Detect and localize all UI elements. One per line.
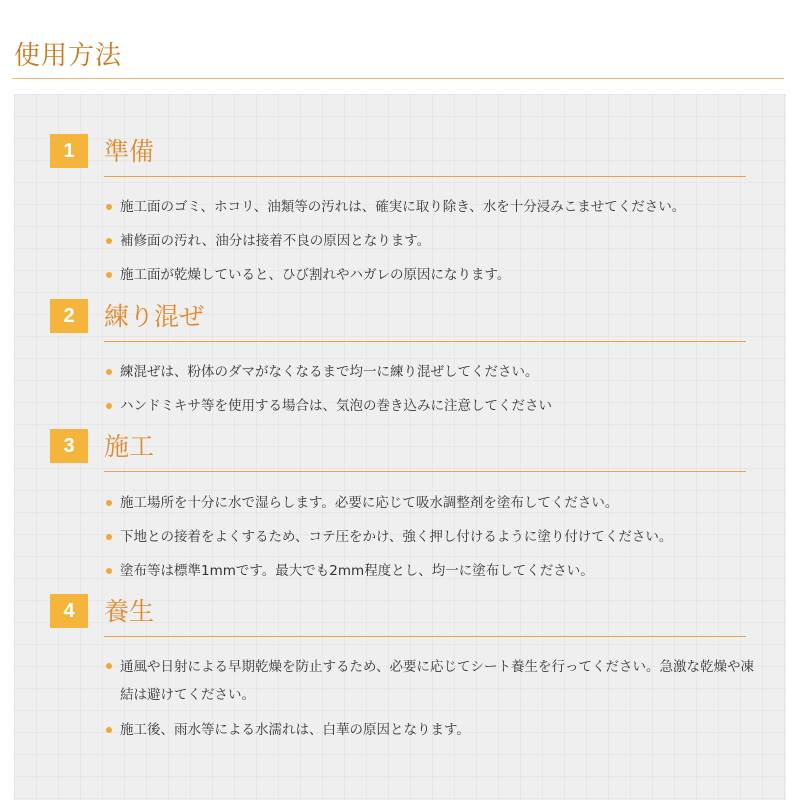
section-title: 練り混ぜ bbox=[104, 302, 205, 331]
step-number-badge: 2 bbox=[50, 299, 88, 333]
section-divider bbox=[104, 341, 746, 342]
list-item: 補修面の汚れ、油分は接着不良の原因となります。 bbox=[106, 228, 756, 254]
section-title: 養生 bbox=[104, 597, 155, 626]
bullet-icon bbox=[106, 727, 112, 733]
section-header bbox=[50, 134, 750, 178]
list-item: 施工面のゴミ、ホコリ、油類等の汚れは、確実に取り除き、水を十分浸みこませてください。 bbox=[106, 194, 756, 220]
step-number-badge: 4 bbox=[50, 594, 88, 628]
bullet-icon bbox=[106, 403, 112, 409]
list-item: 施工場所を十分に水で湿らします。必要に応じて吸水調整剤を塗布してください。 bbox=[106, 490, 756, 516]
section-divider bbox=[104, 471, 746, 472]
section-divider bbox=[104, 176, 746, 177]
list-item: 練混ぜは、粉体のダマがなくなるまで均一に練り混ぜしてください。 bbox=[106, 359, 756, 385]
section-3-list bbox=[106, 490, 756, 584]
bullet-icon bbox=[106, 369, 112, 375]
list-item: 下地との接着をよくするため、コテ圧をかけ、強く押し付けるように塗り付けてください。 bbox=[106, 524, 756, 550]
bullet-icon bbox=[106, 272, 112, 278]
bullet-icon bbox=[106, 663, 112, 669]
section-header bbox=[50, 299, 750, 343]
section-title: 準備 bbox=[104, 137, 155, 166]
section-preparation bbox=[50, 134, 750, 178]
bullet-icon bbox=[106, 534, 112, 540]
section-title: 施工 bbox=[104, 432, 155, 461]
bullet-icon bbox=[106, 568, 112, 574]
section-1-list bbox=[106, 194, 756, 288]
section-2-list bbox=[106, 359, 756, 419]
bullet-icon bbox=[106, 204, 112, 210]
bullet-icon bbox=[106, 500, 112, 506]
section-divider bbox=[104, 636, 746, 637]
list-item: ハンドミキサ等を使用する場合は、気泡の巻き込みに注意してください bbox=[106, 393, 756, 419]
section-header bbox=[50, 594, 750, 638]
list-item: 塗布等は標準1mmです。最大でも2mm程度とし、均一に塗布してください。 bbox=[106, 558, 756, 584]
section-application bbox=[50, 429, 750, 473]
list-item: 施工後、雨水等による水濡れは、白華の原因となります。 bbox=[106, 717, 756, 743]
list-item: 通風や日射による早期乾燥を防止するため、必要に応じてシート養生を行ってください。急激な乾燥や凍結は避けてください。 bbox=[106, 653, 756, 709]
step-number-badge: 1 bbox=[50, 134, 88, 168]
bullet-icon bbox=[106, 238, 112, 244]
list-item: 施工面が乾燥していると、ひび割れやハガレの原因になります。 bbox=[106, 262, 756, 288]
section-4-list bbox=[106, 653, 756, 743]
section-header bbox=[50, 429, 750, 473]
section-curing bbox=[50, 594, 750, 638]
section-mixing bbox=[50, 299, 750, 343]
step-number-badge: 3 bbox=[50, 429, 88, 463]
title-divider bbox=[12, 78, 784, 79]
page-title: 使用方法 bbox=[14, 41, 123, 71]
